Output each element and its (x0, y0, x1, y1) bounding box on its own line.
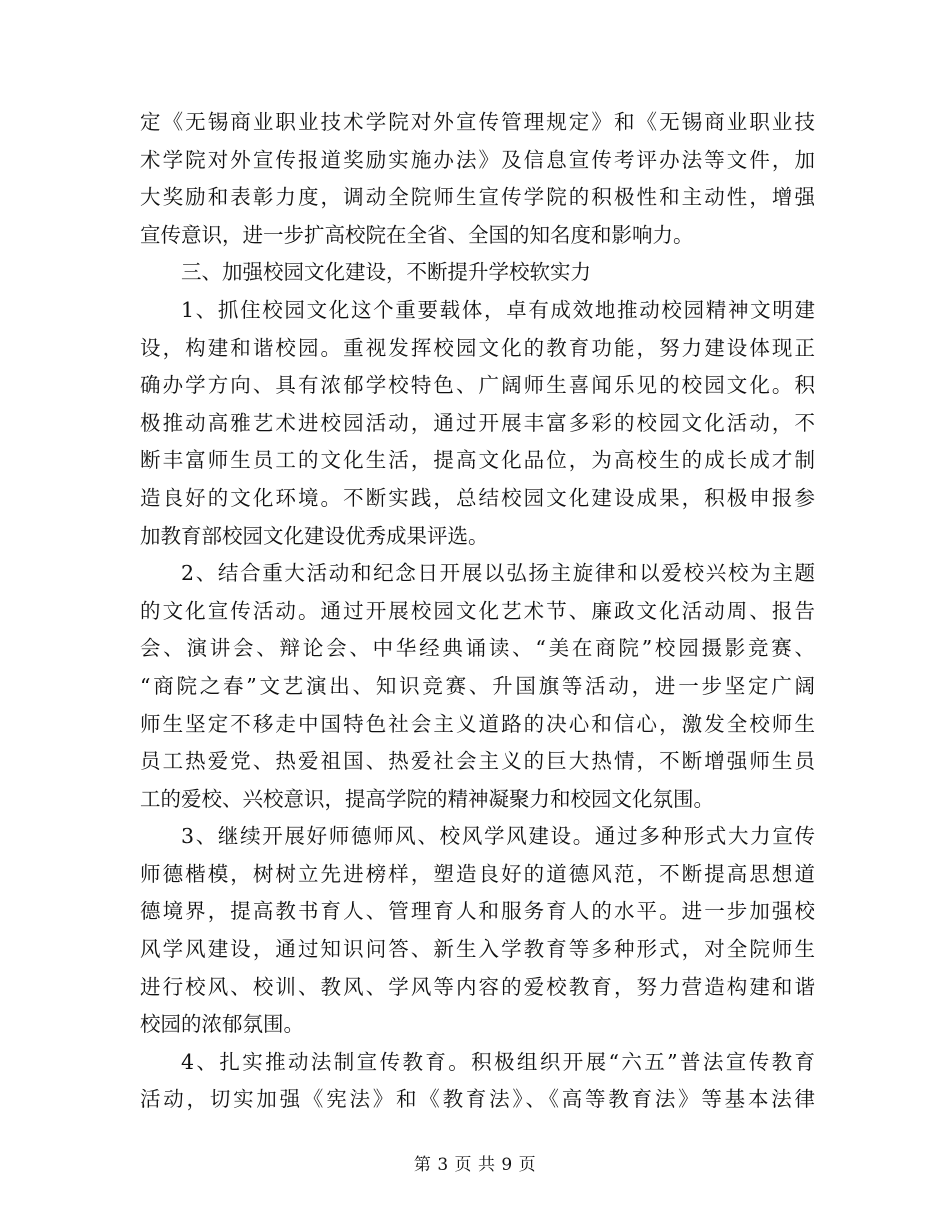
text-line: 极推动高雅艺术进校园活动，通过开展丰富多彩的校园文化活动，不 (140, 410, 815, 435)
text-line: 确办学方向、具有浓郁学校特色、广阔师生喜闻乐见的校园文化。积 (140, 373, 815, 398)
text-line: 设，构建和谐校园。重视发挥校园文化的教育功能，努力建设体现正 (140, 335, 815, 360)
text-line: 术学院对外宣传报道奖励实施办法》及信息宣传考评办法等文件，加 (140, 147, 815, 172)
text-line: 员工热爱党、热爱祖国、热爱社会主义的巨大热情，不断增强师生员 (140, 749, 815, 774)
text-line: 活动，切实加强《宪法》和《教育法》、《高等教育法》等基本法律 (140, 1087, 815, 1112)
text-line: 4、扎实推动法制宣传教育。积极组织开展“六五”普法宣传教育 (181, 1049, 815, 1074)
page-number: 第 3 页 共 9 页 (413, 1155, 537, 1175)
text-line: “商院之春”文艺演出、知识竞赛、升国旗等活动，进一步坚定广阔 (140, 673, 815, 698)
text-line: 师德楷模，树树立先进榜样，塑造良好的道德风范，不断提高思想道 (140, 861, 815, 886)
text-line: 德境界，提高教书育人、管理育人和服务育人的水平。进一步加强校 (140, 899, 815, 924)
text-line: 会、演讲会、辩论会、中华经典诵读、“美在商院”校园摄影竞赛、 (140, 636, 815, 661)
text-line: 进行校风、校训、教风、学风等内容的爱校教育，努力营造构建和谐 (140, 974, 815, 999)
text-line: 2、结合重大活动和纪念日开展以弘扬主旋律和以爱校兴校为主题 (181, 561, 815, 586)
text-line: 大奖励和表彰力度，调动全院师生宣传学院的积极性和主动性，增强 (140, 185, 815, 210)
text-line: 的文化宣传活动。通过开展校园文化艺术节、廉政文化活动周、报告 (140, 598, 815, 623)
text-line: 1、抓住校园文化这个重要载体，卓有成效地推动校园精神文明建 (181, 297, 815, 322)
text-line: 校园的浓郁氛围。 (140, 1012, 304, 1037)
text-line: 造良好的文化环境。不断实践，总结校园文化建设成果，积极申报参 (140, 485, 815, 510)
text-line: 定《无锡商业职业技术学院对外宣传管理规定》和《无锡商业职业技 (140, 110, 815, 134)
text-line: 师生坚定不移走中国特色社会主义道路的决心和信心，激发全校师生 (140, 711, 815, 736)
body-text (140, 104, 815, 1119)
text-line: 断丰富师生员工的文化生活，提高文化品位，为高校生的成长成才制 (140, 448, 815, 473)
section-heading: 三、加强校园文化建设，不断提升学校软实力 (181, 260, 591, 285)
text-line: 宣传意识，进一步扩高校院在全省、全国的知名度和影响力。 (140, 222, 694, 247)
text-line: 加教育部校园文化建设优秀成果评选。 (140, 523, 489, 548)
text-line: 风学风建设，通过知识问答、新生入学教育等多种形式，对全院师生 (140, 937, 815, 962)
text-line: 3、继续开展好师德师风、校风学风建设。通过多种形式大力宣传 (181, 824, 815, 849)
text-line: 工的爱校、兴校意识，提高学院的精神凝聚力和校园文化氛围。 (140, 786, 714, 811)
